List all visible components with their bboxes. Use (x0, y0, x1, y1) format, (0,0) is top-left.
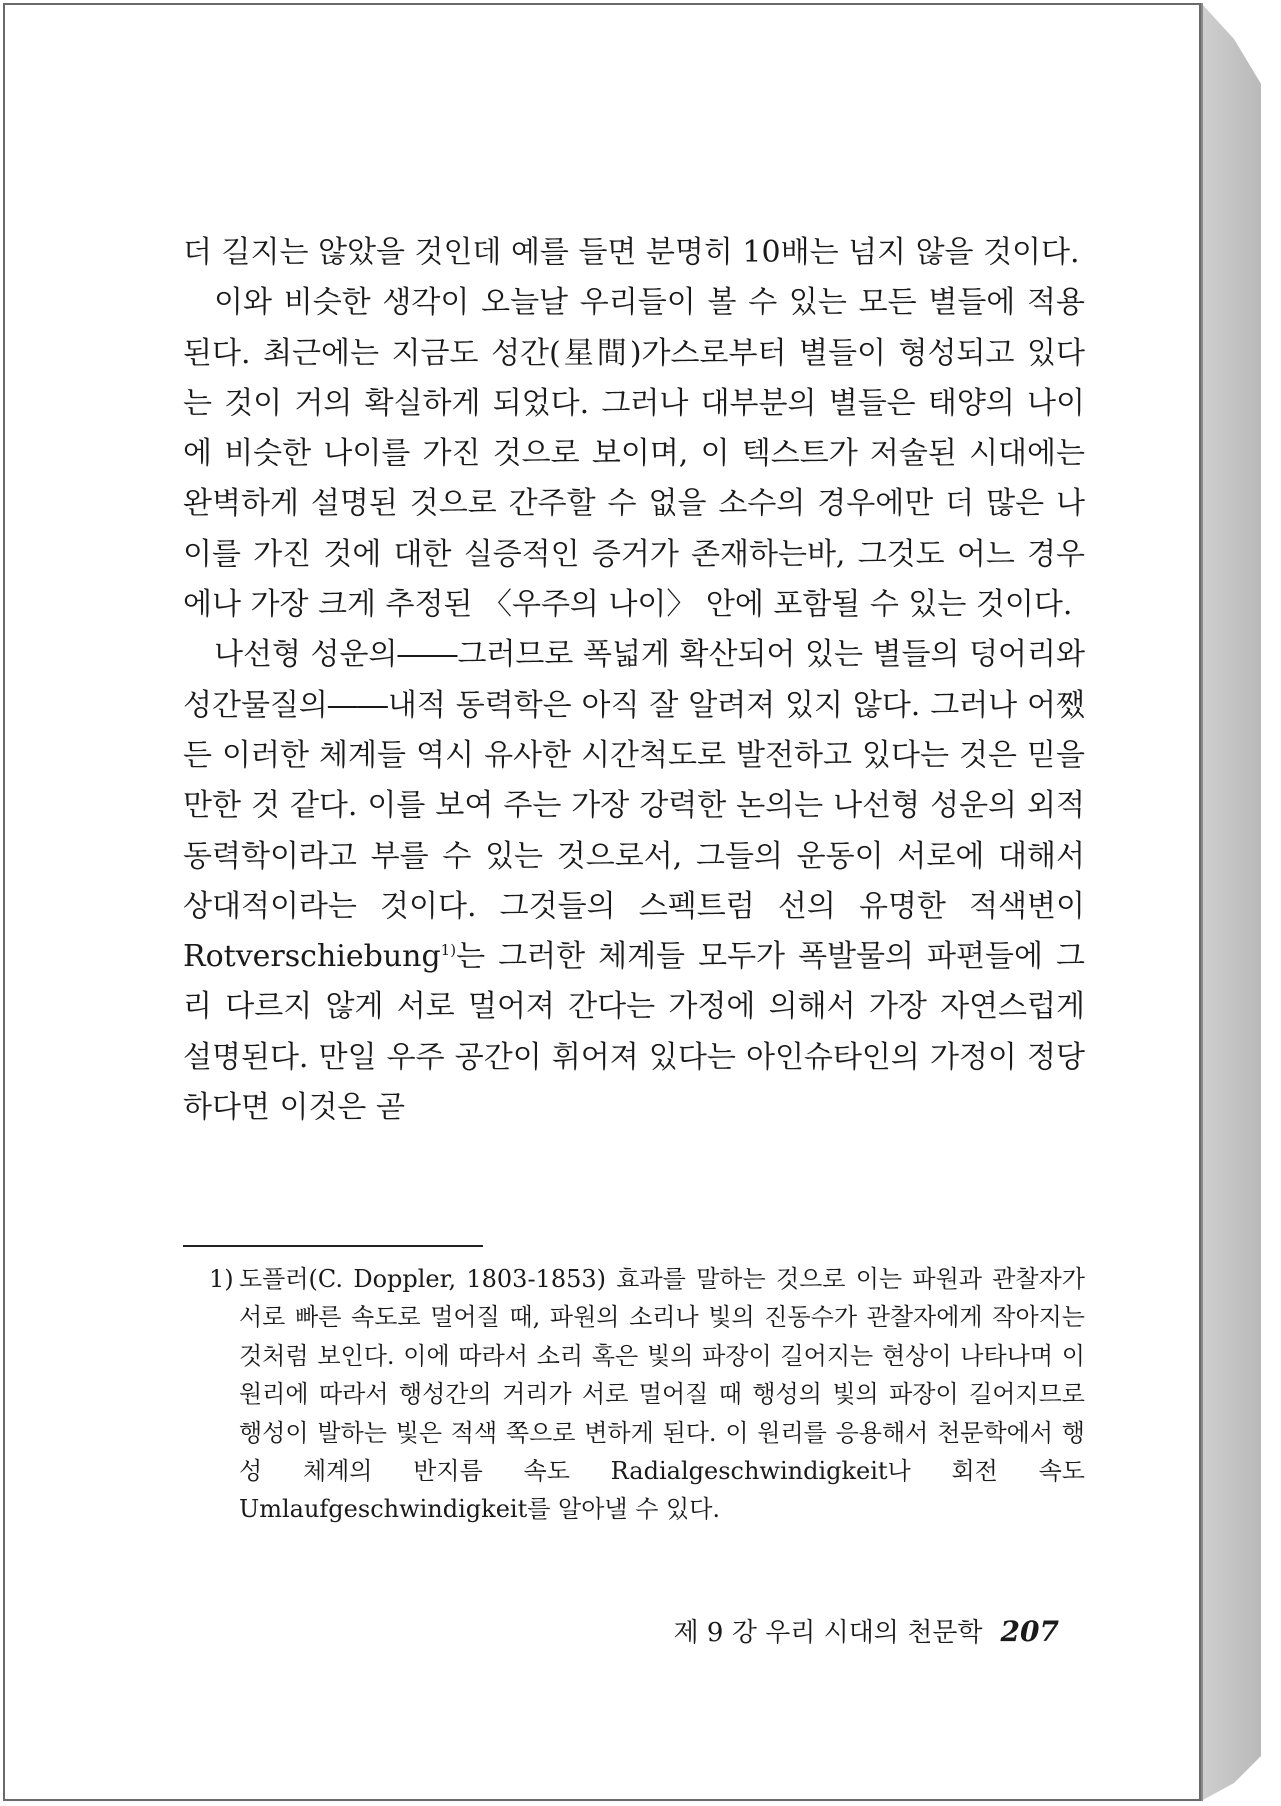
footnote (209, 1260, 1085, 1529)
book-spine-line (1201, 3, 1203, 1801)
footnote-divider (183, 1245, 483, 1247)
page-number: 207 (1000, 1615, 1059, 1648)
paragraph-3-part-1: 나선형 성운의――그러므로 폭넓게 확산되어 있는 별들의 덩어리와 성간물질의――내적 동력학은 아직 잘 알려져 있지 않다. 그러나 어쨌든 이러한 체계들 역시 유사한 시간척도로 발전하고 있다는 것은 믿을 만한 것 같다. 이를 보여 주는 가장 강력한 논의는 나선형 성운의 외적 동력학이라고 부를 수 있는 것으로서, 그들의 운동이 서로에 대해서 상대적이라는 것이다. 그것들의 스펙트럼 선의 유명한 적색변이 Rotverschiebung (183, 637, 1085, 975)
chapter-title: 제 9 강 우리 시대의 천문학 (673, 1618, 983, 1648)
footnote-number: 1) (209, 1265, 234, 1293)
paragraph-1: 더 길지는 않았을 것인데 예를 들면 분명히 10배는 넘지 않을 것이다. (183, 235, 1080, 270)
paragraph-3 (183, 630, 1085, 1133)
book-page-edge (1201, 3, 1261, 1801)
paragraph-2: 이와 비슷한 생각이 오늘날 우리들이 볼 수 있는 모든 별들에 적용된다. 최근에는 지금도 성간(星間)가스로부터 별들이 형성되고 있다는 것이 거의 확실하게 되었다. 그러나 대부분의 별들은 태양의 나이에 비슷한 나이를 가진 것으로 보이며, 이 텍스트가 저술된 시대에는 완벽하게 설명된 것으로 간주할 수 없을 소수의 경우에만 더 많은 나이를 가진 것에 대한 실증적인 증거가 존재하는바, 그것도 어느 경우에나 가장 크게 추정된 〈우주의 나이〉 안에 포함될 수 있는 것이다. (183, 285, 1085, 623)
running-footer (674, 1612, 1059, 1653)
body-text (183, 228, 1085, 1133)
footnote-reference: 1) (440, 941, 457, 960)
footnote-text: 도플러(C. Doppler, 1803-1853) 효과를 말하는 것으로 이는 파원과 관찰자가 서로 빠른 속도로 멀어질 때, 파원의 소리나 빛의 진동수가 관찰자에게 작아지는 것처럼 보인다. 이에 따라서 소리 혹은 빛의 파장이 길어지는 현상이 나타나며 이 원리에 따라서 행성간의 거리가 서로 멀어질 때 행성의 빛의 파장이 길어지므로 행성이 발하는 빛은 적색 쪽으로 변하게 된다. 이 원리를 응용해서 천문학에서 행성 체계의 반지름 속도 Radialgeschwindigkeit나 회전 속도 Umlaufgeschwindigkeit를 알아낼 수 있다. (239, 1265, 1085, 1524)
paragraph-3-part-2: 는 그러한 체계들 모두가 폭발물의 파편들에 그리 다르지 않게 서로 멀어져 간다는 가정에 의해서 가장 자연스럽게 설명된다. 만일 우주 공간이 휘어져 있다는 아인슈타인의 가정이 정당하다면 이것은 곧 (183, 939, 1085, 1126)
footnote-row (209, 1260, 1085, 1529)
